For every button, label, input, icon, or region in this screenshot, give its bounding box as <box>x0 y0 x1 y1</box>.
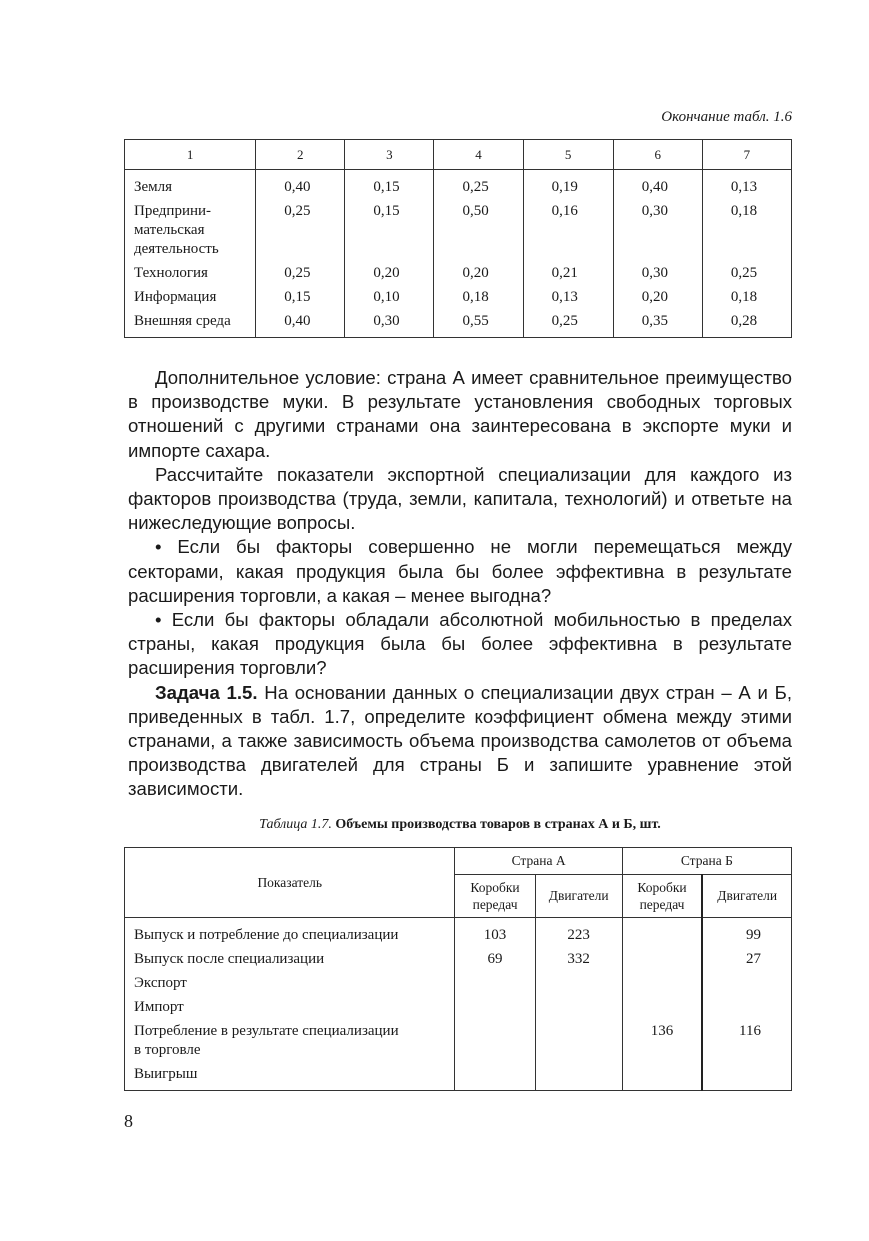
table-cell: 0,30 <box>613 200 702 262</box>
factor-table <box>124 139 792 338</box>
table-cell: 69 <box>455 948 535 972</box>
table-cell <box>455 1020 535 1063</box>
table-cell <box>535 1063 622 1091</box>
table-cell: 0,25 <box>256 262 345 286</box>
engines-header: Двигатели <box>535 875 622 918</box>
table-cell: 0,25 <box>523 310 613 338</box>
table-cell: 0,15 <box>345 170 434 201</box>
table-row <box>125 170 792 201</box>
table-cell: 0,18 <box>434 286 523 310</box>
row-label: Земля <box>125 170 256 201</box>
table-row <box>125 948 792 972</box>
row-label: Внешняя среда <box>125 310 256 338</box>
page-number: 8 <box>124 1111 133 1131</box>
row-label: Импорт <box>125 996 455 1020</box>
table-cell <box>455 972 535 996</box>
table-cell: 0,40 <box>613 170 702 201</box>
table-cell: 332 <box>535 948 622 972</box>
table-cell <box>455 996 535 1020</box>
row-label: Предприни- мательская деятельность <box>125 200 256 262</box>
column-header: 1 <box>125 140 256 170</box>
body-text <box>128 366 792 802</box>
table-cell: 0,15 <box>256 286 345 310</box>
table-cell: 0,25 <box>702 262 791 286</box>
table-row <box>125 262 792 286</box>
row-label: Выпуск и потребление до специализации <box>125 918 455 949</box>
table-cell: 0,15 <box>345 200 434 262</box>
table-cell: 0,40 <box>256 310 345 338</box>
table-cell <box>702 996 791 1020</box>
table-cell <box>622 1063 702 1091</box>
column-header: 3 <box>345 140 434 170</box>
table-cell: 0,25 <box>256 200 345 262</box>
table-cell: 103 <box>455 918 535 949</box>
table-row <box>125 1063 792 1091</box>
table-header-row <box>125 848 792 875</box>
table-cell: 0,25 <box>434 170 523 201</box>
table-cell: 0,40 <box>256 170 345 201</box>
table-cell: 0,50 <box>434 200 523 262</box>
table-row <box>125 286 792 310</box>
gearboxes-header: Коробки передач <box>455 875 535 918</box>
column-header: 5 <box>523 140 613 170</box>
engines-header: Двигатели <box>702 875 791 918</box>
table-row <box>125 200 792 262</box>
table-cell <box>535 996 622 1020</box>
table-cell: 0,13 <box>523 286 613 310</box>
row-label: Выигрыш <box>125 1063 455 1091</box>
bullet-paragraph: • Если бы факторы обладали абсолютной мобильностью в пределах страны, какая продукция была бы более эффективна в результате расширения торговли? <box>128 609 792 679</box>
caption-title: Объемы производства товаров в странах А и Б, шт. <box>331 817 661 832</box>
table-cell: 116 <box>702 1020 791 1063</box>
table-cell: 0,20 <box>613 286 702 310</box>
table-row <box>125 996 792 1020</box>
column-header: 6 <box>613 140 702 170</box>
table-cell: 0,10 <box>345 286 434 310</box>
table-cell: 0,55 <box>434 310 523 338</box>
column-header: 2 <box>256 140 345 170</box>
table-header-row <box>125 140 792 170</box>
table-cell <box>702 1063 791 1091</box>
column-header: 4 <box>434 140 523 170</box>
task-title: Задача 1.5. <box>155 681 258 703</box>
production-table <box>124 847 792 1091</box>
table-cell: 0,30 <box>345 310 434 338</box>
row-label: Информация <box>125 286 256 310</box>
table-cell: 0,18 <box>702 200 791 262</box>
gearboxes-header: Коробки передач <box>622 875 702 918</box>
task-text: На основании данных о специализации двух стран – А и Б, приведенных в табл. 1.7, определите коэффициент обмена между этими странами, а также зависимость объема производства самолетов от объема производства двигателей для страны Б и запишите уравнение этой зависимости. <box>128 681 792 800</box>
indicator-header: Показатель <box>125 848 455 918</box>
table-caption <box>128 817 792 833</box>
country-b-header: Страна Б <box>622 848 791 875</box>
table-row <box>125 1020 792 1063</box>
table-cell: 0,30 <box>613 262 702 286</box>
table-cell: 0,28 <box>702 310 791 338</box>
table-row <box>125 310 792 338</box>
table-row <box>125 972 792 996</box>
table-cell: 0,21 <box>523 262 613 286</box>
table-cell: 0,13 <box>702 170 791 201</box>
column-header: 7 <box>702 140 791 170</box>
table-cell: 0,20 <box>434 262 523 286</box>
paragraph: Рассчитайте показатели экспортной специализации для каждого из факторов производства (труда, земли, капитала, технологий) и ответьте на нижеследующие вопросы. <box>128 463 792 534</box>
table-cell <box>622 948 702 972</box>
table-cell <box>622 996 702 1020</box>
table-cell <box>702 972 791 996</box>
table-cell: 0,16 <box>523 200 613 262</box>
table-cell: 0,19 <box>523 170 613 201</box>
table-cell: 0,18 <box>702 286 791 310</box>
table-cell <box>535 1020 622 1063</box>
task-paragraph <box>128 681 792 802</box>
table-cell <box>535 972 622 996</box>
table-cell: 27 <box>702 948 791 972</box>
row-label: Потребление в результате специализации в торговле <box>125 1020 455 1063</box>
table-cell <box>622 972 702 996</box>
table-cell: 0,20 <box>345 262 434 286</box>
paragraph: Дополнительное условие: страна А имеет сравнительное преимущество в производстве муки. В результате установления свободных торговых отношений с другими странами она заинтересована в экспорте муки и импорте сахара. <box>128 367 792 461</box>
table-cell <box>455 1063 535 1091</box>
table-cell: 99 <box>702 918 791 949</box>
row-label: Выпуск после специализации <box>125 948 455 972</box>
table-cell: 136 <box>622 1020 702 1063</box>
country-a-header: Страна А <box>455 848 622 875</box>
table-cell <box>622 918 702 949</box>
caption-label: Таблица 1.7. <box>259 817 332 832</box>
table-continuation-label: Окончание табл. 1.6 <box>661 109 792 125</box>
bullet-paragraph: • Если бы факторы совершенно не могли перемещаться между секторами, какая продукция была бы более эффективна в результате расширения торговли, а какая – менее выгодна? <box>128 536 792 606</box>
row-label: Экспорт <box>125 972 455 996</box>
table-cell: 223 <box>535 918 622 949</box>
table-row <box>125 918 792 949</box>
row-label: Технология <box>125 262 256 286</box>
table-cell: 0,35 <box>613 310 702 338</box>
